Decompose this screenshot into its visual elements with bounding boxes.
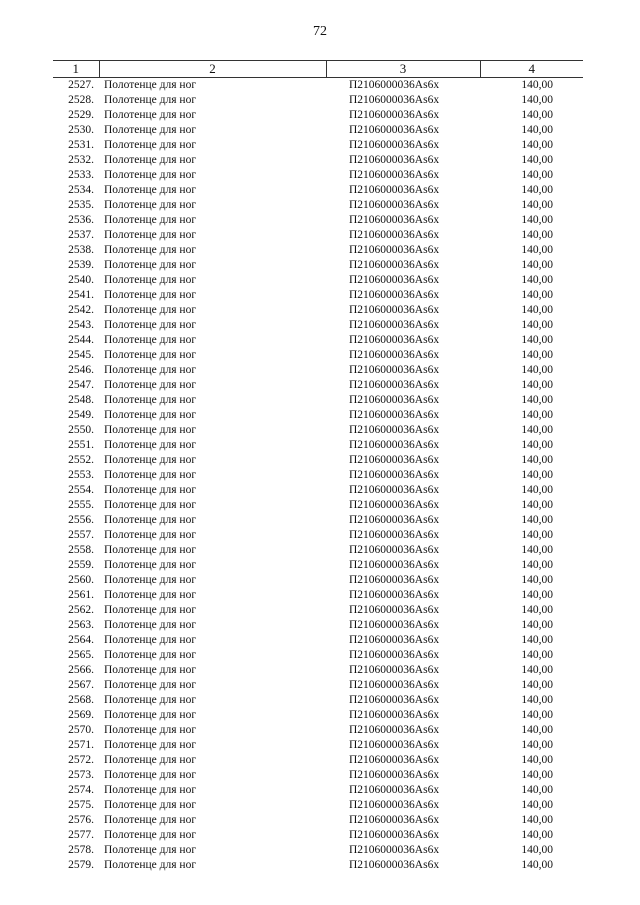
item-code: П2106000036Аs6x [349,364,440,376]
row-number: 2551. [68,439,94,451]
row-number: 2547. [68,379,94,391]
item-code: П2106000036Аs6x [349,394,440,406]
item-price: 140,00 [521,424,553,436]
item-price: 140,00 [521,739,553,751]
row-number: 2573. [68,769,94,781]
item-code: П2106000036Аs6x [349,649,440,661]
row-number: 2556. [68,514,94,526]
row-number: 2555. [68,499,94,511]
row-number: 2557. [68,529,94,541]
row-number: 2564. [68,634,94,646]
row-number: 2527. [68,79,94,91]
item-code: П2106000036Аs6x [349,319,440,331]
item-price: 140,00 [521,229,553,241]
row-number: 2579. [68,859,94,871]
inventory-table [53,60,583,873]
row-number: 2576. [68,814,94,826]
item-code: П2106000036Аs6x [349,454,440,466]
item-code: П2106000036Аs6x [349,334,440,346]
item-price: 140,00 [521,544,553,556]
item-code: П2106000036Аs6x [349,109,440,121]
item-code: П2106000036Аs6x [349,259,440,271]
table-row [53,453,583,468]
item-code: П2106000036Аs6x [349,214,440,226]
row-number: 2565. [68,649,94,661]
item-name: Полотенце для ног [104,409,197,421]
row-number: 2567. [68,679,94,691]
row-number: 2554. [68,484,94,496]
item-name: Полотенце для ног [104,214,197,226]
row-number: 2537. [68,229,94,241]
table-row [53,273,583,288]
row-number: 2538. [68,244,94,256]
item-name: Полотенце для ног [104,184,197,196]
row-number: 2577. [68,829,94,841]
item-code: П2106000036Аs6x [349,154,440,166]
item-name: Полотенце для ног [104,79,197,91]
table-row [53,543,583,558]
table-row [53,723,583,738]
item-price: 140,00 [521,184,553,196]
item-code: П2106000036Аs6x [349,664,440,676]
item-code: П2106000036Аs6x [349,769,440,781]
table-row [53,183,583,198]
item-name: Полотенце для ног [104,124,197,136]
table-row [53,393,583,408]
item-code: П2106000036Аs6x [349,619,440,631]
table-row [53,483,583,498]
item-price: 140,00 [521,769,553,781]
table-row [53,93,583,108]
table-row [53,78,583,94]
row-number: 2566. [68,664,94,676]
item-code: П2106000036Аs6x [349,784,440,796]
item-price: 140,00 [521,709,553,721]
item-code: П2106000036Аs6x [349,139,440,151]
item-code: П2106000036Аs6x [349,544,440,556]
item-name: Полотенце для ног [104,499,197,511]
item-name: Полотенце для ног [104,229,197,241]
item-price: 140,00 [521,859,553,871]
item-name: Полотенце для ног [104,529,197,541]
item-code: П2106000036Аs6x [349,574,440,586]
item-price: 140,00 [521,109,553,121]
item-price: 140,00 [521,559,553,571]
item-name: Полотенце для ног [104,679,197,691]
item-name: Полотенце для ног [104,724,197,736]
item-price: 140,00 [521,79,553,91]
table-row [53,408,583,423]
item-price: 140,00 [521,94,553,106]
item-code: П2106000036Аs6x [349,484,440,496]
item-name: Полотенце для ног [104,484,197,496]
item-name: Полотенце для ног [104,649,197,661]
table-row [53,258,583,273]
row-number: 2574. [68,784,94,796]
item-name: Полотенце для ног [104,94,197,106]
item-name: Полотенце для ног [104,154,197,166]
item-name: Полотенце для ног [104,394,197,406]
item-price: 140,00 [521,754,553,766]
row-number: 2543. [68,319,94,331]
row-number: 2536. [68,214,94,226]
item-code: П2106000036Аs6x [349,694,440,706]
row-number: 2570. [68,724,94,736]
table-row [53,318,583,333]
row-number: 2575. [68,799,94,811]
item-name: Полотенце для ног [104,514,197,526]
row-number: 2559. [68,559,94,571]
item-code: П2106000036Аs6x [349,634,440,646]
item-price: 140,00 [521,394,553,406]
item-price: 140,00 [521,574,553,586]
item-name: Полотенце для ног [104,379,197,391]
item-code: П2106000036Аs6x [349,844,440,856]
item-code: П2106000036Аs6x [349,244,440,256]
row-number: 2534. [68,184,94,196]
table-row [53,333,583,348]
row-number: 2530. [68,124,94,136]
table-row [53,753,583,768]
item-code: П2106000036Аs6x [349,379,440,391]
item-price: 140,00 [521,679,553,691]
item-price: 140,00 [521,799,553,811]
item-code: П2106000036Аs6x [349,289,440,301]
item-code: П2106000036Аs6x [349,859,440,871]
column-header-2: 2 [99,61,326,78]
item-name: Полотенце для ног [104,664,197,676]
item-price: 140,00 [521,514,553,526]
item-price: 140,00 [521,529,553,541]
item-code: П2106000036Аs6x [349,529,440,541]
item-price: 140,00 [521,694,553,706]
row-number: 2572. [68,754,94,766]
item-code: П2106000036Аs6x [349,679,440,691]
row-number: 2532. [68,154,94,166]
table-row [53,438,583,453]
item-name: Полотенце для ног [104,709,197,721]
item-code: П2106000036Аs6x [349,514,440,526]
item-code: П2106000036Аs6x [349,439,440,451]
table-row [53,858,583,873]
item-name: Полотенце для ног [104,259,197,271]
row-number: 2542. [68,304,94,316]
item-code: П2106000036Аs6x [349,409,440,421]
item-name: Полотенце для ног [104,769,197,781]
item-name: Полотенце для ног [104,439,197,451]
item-price: 140,00 [521,244,553,256]
row-number: 2563. [68,619,94,631]
item-price: 140,00 [521,259,553,271]
item-name: Полотенце для ног [104,604,197,616]
item-code: П2106000036Аs6x [349,754,440,766]
item-name: Полотенце для ног [104,334,197,346]
item-price: 140,00 [521,169,553,181]
row-number: 2561. [68,589,94,601]
item-price: 140,00 [521,649,553,661]
table-row [53,843,583,858]
table-row [53,108,583,123]
table-row [53,123,583,138]
table-row [53,738,583,753]
table-row [53,168,583,183]
item-name: Полотенце для ног [104,244,197,256]
table-row [53,153,583,168]
table-row [53,828,583,843]
row-number: 2541. [68,289,94,301]
item-price: 140,00 [521,214,553,226]
item-code: П2106000036Аs6x [349,199,440,211]
item-code: П2106000036Аs6x [349,739,440,751]
item-price: 140,00 [521,604,553,616]
row-number: 2531. [68,139,94,151]
item-code: П2106000036Аs6x [349,559,440,571]
item-name: Полотенце для ног [104,784,197,796]
table-row [53,603,583,618]
table-row [53,783,583,798]
table-row [53,708,583,723]
item-price: 140,00 [521,139,553,151]
table-row [53,648,583,663]
item-price: 140,00 [521,664,553,676]
item-price: 140,00 [521,364,553,376]
table-row [53,558,583,573]
table-row [53,813,583,828]
item-code: П2106000036Аs6x [349,604,440,616]
item-price: 140,00 [521,334,553,346]
item-price: 140,00 [521,349,553,361]
page-number: 72 [313,24,327,39]
table-row [53,798,583,813]
item-name: Полотенце для ног [104,274,197,286]
item-name: Полотенце для ног [104,754,197,766]
item-price: 140,00 [521,124,553,136]
item-name: Полотенце для ног [104,319,197,331]
item-code: П2106000036Аs6x [349,724,440,736]
table-row [53,498,583,513]
item-price: 140,00 [521,844,553,856]
item-name: Полотенце для ног [104,859,197,871]
item-name: Полотенце для ног [104,289,197,301]
item-code: П2106000036Аs6x [349,124,440,136]
column-header-4: 4 [480,61,583,78]
table-header-row [53,61,583,78]
item-code: П2106000036Аs6x [349,229,440,241]
item-code: П2106000036Аs6x [349,499,440,511]
row-number: 2546. [68,364,94,376]
row-number: 2549. [68,409,94,421]
item-price: 140,00 [521,439,553,451]
table-row [53,618,583,633]
table-row [53,693,583,708]
row-number: 2562. [68,604,94,616]
item-code: П2106000036Аs6x [349,94,440,106]
column-header-3: 3 [326,61,480,78]
table-row [53,663,583,678]
table-row [53,378,583,393]
item-price: 140,00 [521,154,553,166]
column-header-1: 1 [53,61,99,78]
table-row [53,768,583,783]
row-number: 2548. [68,394,94,406]
item-price: 140,00 [521,454,553,466]
item-price: 140,00 [521,784,553,796]
table-row [53,588,583,603]
item-code: П2106000036Аs6x [349,184,440,196]
item-price: 140,00 [521,199,553,211]
item-name: Полотенце для ног [104,799,197,811]
item-name: Полотенце для ног [104,454,197,466]
row-number: 2560. [68,574,94,586]
item-name: Полотенце для ног [104,634,197,646]
item-price: 140,00 [521,814,553,826]
item-name: Полотенце для ног [104,169,197,181]
item-name: Полотенце для ног [104,844,197,856]
item-price: 140,00 [521,274,553,286]
item-price: 140,00 [521,469,553,481]
item-code: П2106000036Аs6x [349,799,440,811]
table-row [53,573,583,588]
item-price: 140,00 [521,634,553,646]
table-row [53,198,583,213]
item-name: Полотенце для ног [104,829,197,841]
row-number: 2528. [68,94,94,106]
item-price: 140,00 [521,499,553,511]
item-name: Полотенце для ног [104,139,197,151]
item-code: П2106000036Аs6x [349,274,440,286]
item-name: Полотенце для ног [104,109,197,121]
item-price: 140,00 [521,409,553,421]
table-body [53,78,583,874]
item-code: П2106000036Аs6x [349,469,440,481]
item-code: П2106000036Аs6x [349,169,440,181]
row-number: 2558. [68,544,94,556]
row-number: 2550. [68,424,94,436]
item-price: 140,00 [521,619,553,631]
item-code: П2106000036Аs6x [349,589,440,601]
item-name: Полотенце для ног [104,199,197,211]
table-row [53,303,583,318]
item-price: 140,00 [521,589,553,601]
item-name: Полотенце для ног [104,739,197,751]
table-row [53,213,583,228]
item-name: Полотенце для ног [104,424,197,436]
item-name: Полотенце для ног [104,589,197,601]
table-row [53,228,583,243]
item-name: Полотенце для ног [104,559,197,571]
item-name: Полотенце для ног [104,814,197,826]
table-row [53,243,583,258]
item-name: Полотенце для ног [104,574,197,586]
table-row [53,513,583,528]
item-name: Полотенце для ног [104,364,197,376]
item-name: Полотенце для ног [104,694,197,706]
item-code: П2106000036Аs6x [349,814,440,826]
item-name: Полотенце для ног [104,544,197,556]
table-row [53,678,583,693]
row-number: 2544. [68,334,94,346]
row-number: 2571. [68,739,94,751]
table-row [53,633,583,648]
table-row [53,348,583,363]
item-code: П2106000036Аs6x [349,829,440,841]
item-code: П2106000036Аs6x [349,709,440,721]
item-name: Полотенце для ног [104,304,197,316]
table-row [53,288,583,303]
item-code: П2106000036Аs6x [349,304,440,316]
row-number: 2553. [68,469,94,481]
row-number: 2545. [68,349,94,361]
table-row [53,528,583,543]
item-name: Полотенце для ног [104,349,197,361]
item-code: П2106000036Аs6x [349,424,440,436]
table-row [53,138,583,153]
row-number: 2539. [68,259,94,271]
item-name: Полотенце для ног [104,619,197,631]
item-code: П2106000036Аs6x [349,349,440,361]
table-row [53,363,583,378]
row-number: 2535. [68,199,94,211]
row-number: 2533. [68,169,94,181]
item-price: 140,00 [521,319,553,331]
item-code: П2106000036Аs6x [349,79,440,91]
item-price: 140,00 [521,379,553,391]
item-price: 140,00 [521,289,553,301]
row-number: 2568. [68,694,94,706]
row-number: 2578. [68,844,94,856]
item-price: 140,00 [521,829,553,841]
table-row [53,423,583,438]
item-price: 140,00 [521,484,553,496]
item-name: Полотенце для ног [104,469,197,481]
item-price: 140,00 [521,724,553,736]
row-number: 2529. [68,109,94,121]
item-price: 140,00 [521,304,553,316]
table-row [53,468,583,483]
row-number: 2540. [68,274,94,286]
row-number: 2552. [68,454,94,466]
row-number: 2569. [68,709,94,721]
